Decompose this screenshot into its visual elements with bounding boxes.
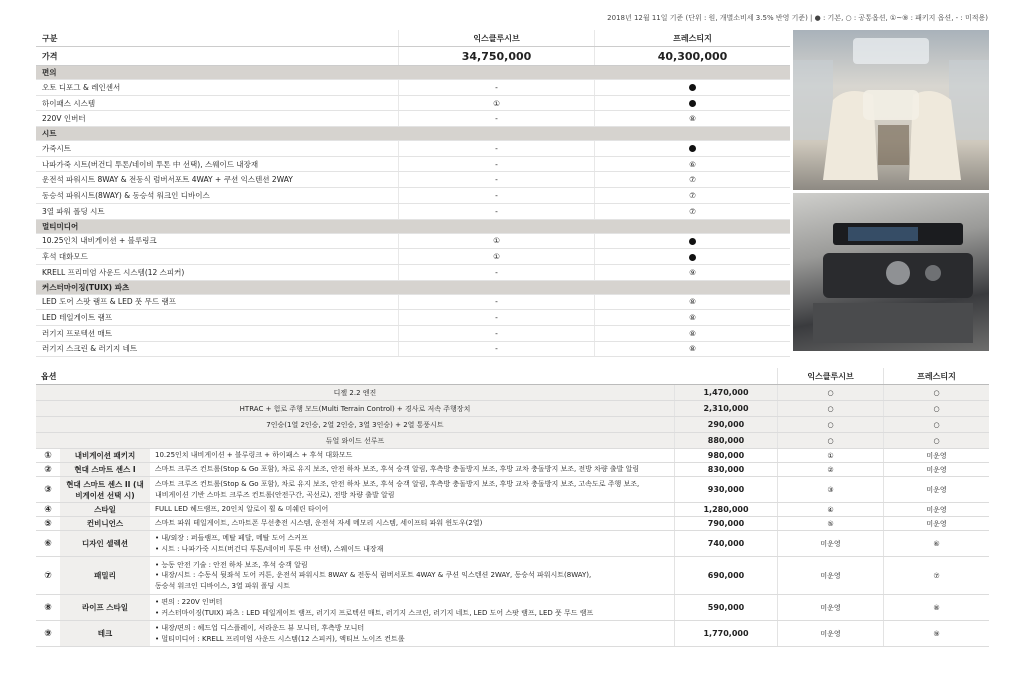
feature-prestige-value: ⑦ [595,172,791,188]
package-price: 790,000 [675,517,778,531]
feature-row [36,156,790,172]
feature-prestige-value [595,95,791,111]
feature-exclusive-value: - [399,325,595,341]
price-label: 가격 [36,47,399,66]
general-option-name: 디젤 2.2 엔진 [36,385,675,401]
package-description-line: • 내/외장 : 퍼들램프, 메탈 페달, 메탈 도어 스커프 [155,534,308,542]
package-exclusive: 미운영 [778,557,884,595]
feature-row [36,80,790,96]
category-row [36,66,790,80]
package-number: ⑤ [36,517,60,531]
feature-name: 동승석 파워시트(8WAY) & 동승석 워크인 디바이스 [36,188,399,204]
package-row [36,517,989,531]
feature-prestige-value: ⑦ [595,188,791,204]
feature-prestige-value: ⑦ [595,203,791,219]
interior-seats-photo [793,30,989,190]
feature-row [36,310,790,326]
package-name: 테크 [60,621,150,647]
options-trim-prestige: 프레스티지 [884,368,990,385]
package-name: 스타일 [60,503,150,517]
price-exclusive: 34,750,000 [399,47,595,66]
package-description-line: • 내장/편의 : 헤드업 디스플레이, 서라운드 뷰 모니터, 후측방 모니터 [155,624,365,632]
package-prestige: ⑧ [884,595,990,621]
category-label: 편의 [36,66,790,80]
package-exclusive: ⑤ [778,517,884,531]
feature-name: LED 테일게이트 램프 [36,310,399,326]
package-exclusive: 미운영 [778,621,884,647]
general-option-row [36,401,989,417]
package-prestige: 미운영 [884,463,990,477]
package-name: 현대 스마트 센스 I [60,463,150,477]
general-option-price: 1,470,000 [675,385,778,401]
package-description-line: • 능동 안전 기술 : 안전 하차 보조, 후석 승객 알림 [155,560,308,569]
feature-name: 러기지 스크린 & 러기지 네트 [36,341,399,357]
options-header-price [675,368,778,385]
general-option-exclusive: ○ [778,385,884,401]
package-number: ① [36,449,60,463]
package-description-line: 스마트 크루즈 컨트롤(Stop & Go 포함), 차로 유지 보조, 안전 하차 보조, 후석 승객 알림, 후측방 충돌방지 보조, 후방 교차 충돌방지 보조, 고속도로 주행 보조, [155,480,640,488]
feature-exclusive-value: ① [399,233,595,249]
package-description [150,463,675,477]
feature-exclusive-value: - [399,111,595,127]
package-description [150,557,675,595]
standard-dot-icon [689,238,696,245]
feature-name: 10.25인치 내비게이션 + 블루링크 [36,233,399,249]
package-price: 980,000 [675,449,778,463]
feature-row [36,141,790,157]
feature-prestige-value: ⑧ [595,341,791,357]
package-description-line: • 멀티미디어 : KRELL 프리미엄 사운드 시스템(12 스피커), 액티브 노이즈 컨트롤 [155,634,405,643]
standard-dot-icon [689,84,696,91]
package-description-line: 스마트 크루즈 컨트롤(Stop & Go 포함), 차로 유지 보조, 안전 하차 보조, 후석 승객 알림, 후측방 충돌방지 보조, 후방 교차 충돌방지 보조, 전방 차량 출발 알림 [155,465,640,474]
general-option-prestige: ○ [884,433,990,449]
package-prestige: 미운영 [884,503,990,517]
package-description-line: 내비게이션 기반 스마트 크루즈 컨트롤(안전구간, 곡선로), 전방 차량 출발 알림 [155,490,395,499]
package-name: 패밀리 [60,557,150,595]
package-prestige: ⑦ [884,557,990,595]
feature-exclusive-value: - [399,264,595,280]
package-row [36,621,989,647]
package-row [36,557,989,595]
feature-prestige-value: ⑧ [595,111,791,127]
options-table [36,368,989,647]
package-description [150,621,675,647]
general-option-row [36,417,989,433]
category-label: 시트 [36,127,790,141]
package-description-line: • 커스터마이징(TUIX) 파츠 : LED 테일게이트 램프, 러기지 프로텍션 매트, 러기지 스크린, 러기지 네트, LED 도어 스팟 램프, LED 풋 무드 램프 [155,608,594,617]
feature-exclusive-value: - [399,156,595,172]
feature-prestige-value: ⑨ [595,264,791,280]
general-option-row [36,385,989,401]
feature-row [36,172,790,188]
package-name: 내비게이션 패키지 [60,449,150,463]
feature-row [36,264,790,280]
options-header-label: 옵션 [36,368,675,385]
package-number: ⑦ [36,557,60,595]
standard-dot-icon [689,100,696,107]
general-option-price: 880,000 [675,433,778,449]
general-option-prestige: ○ [884,417,990,433]
package-description [150,477,675,503]
feature-exclusive-value: - [399,341,595,357]
package-row [36,531,989,557]
general-option-row [36,433,989,449]
general-option-price: 290,000 [675,417,778,433]
seats-illustration [793,30,989,190]
package-exclusive: ② [778,463,884,477]
package-number: ② [36,463,60,477]
feature-exclusive-value: - [399,80,595,96]
price-note: 2018년 12월 11일 기준 (단위 : 원, 개별소비세 3.5% 반영 기준) | ● : 기본, ○ : 공통옵션, ①~⑨ : 패키지 옵션, - : 미적용) [607,14,988,22]
category-row [36,219,790,233]
feature-name: 220V 인버터 [36,111,399,127]
category-row [36,127,790,141]
header-label: 구분 [36,30,399,47]
feature-row [36,203,790,219]
feature-exclusive-value: - [399,203,595,219]
package-row [36,463,989,477]
feature-name: 후석 대화모드 [36,249,399,265]
general-option-name: 듀얼 와이드 선루프 [36,433,675,449]
feature-row [36,233,790,249]
package-price: 1,770,000 [675,621,778,647]
package-price: 1,280,000 [675,503,778,517]
feature-row [36,294,790,310]
package-prestige: ⑥ [884,531,990,557]
feature-row [36,188,790,204]
feature-exclusive-value: ① [399,95,595,111]
feature-prestige-value: ⑥ [595,156,791,172]
package-row [36,595,989,621]
feature-prestige-value: ⑧ [595,310,791,326]
trim-spec-table [36,30,790,357]
package-price: 690,000 [675,557,778,595]
package-prestige: ⑨ [884,621,990,647]
feature-name: 오토 디포그 & 레인센서 [36,80,399,96]
package-number: ⑥ [36,531,60,557]
general-option-exclusive: ○ [778,417,884,433]
price-prestige: 40,300,000 [595,47,791,66]
package-exclusive: ③ [778,477,884,503]
package-number: ⑨ [36,621,60,647]
package-price: 590,000 [675,595,778,621]
feature-name: KRELL 프리미엄 사운드 시스템(12 스피커) [36,264,399,280]
general-option-name: 7인승(1열 2인승, 2열 2인승, 3열 3인승) + 2열 통풍시트 [36,417,675,433]
feature-row [36,325,790,341]
feature-row [36,249,790,265]
standard-dot-icon [689,145,696,152]
package-row [36,503,989,517]
package-price: 740,000 [675,531,778,557]
package-prestige: 미운영 [884,449,990,463]
package-row [36,477,989,503]
package-description-line: FULL LED 헤드램프, 20인치 알로이 휠 & 미쉐린 타이어 [155,505,329,514]
package-name: 컨비니언스 [60,517,150,531]
general-option-name: HTRAC + 험로 주행 모드(Multi Terrain Control) + 경사로 저속 주행장치 [36,401,675,417]
package-description [150,449,675,463]
trim-name-exclusive: 익스클루시브 [399,30,595,47]
package-description-line: • 시트 : 나파가죽 시트(버건디 투톤/네이비 투톤 中 선택), 스웨이드 내장재 [155,544,384,553]
console-illustration [793,193,989,351]
category-label: 커스터마이징(TUIX) 파츠 [36,280,790,294]
general-option-exclusive: ○ [778,401,884,417]
package-description-line: 스마트 파워 테일게이트, 스마트폰 무선충전 시스템, 운전석 자세 메모리 시스템, 세이프티 파워 윈도우(2열) [155,519,483,528]
feature-prestige-value: ⑧ [595,294,791,310]
feature-name: LED 도어 스팟 램프 & LED 풋 무드 램프 [36,294,399,310]
feature-name: 3열 파워 폴딩 시트 [36,203,399,219]
package-description [150,517,675,531]
feature-exclusive-value: - [399,188,595,204]
feature-exclusive-value: ① [399,249,595,265]
package-exclusive: 미운영 [778,531,884,557]
package-description-line: 10.25인치 내비게이션 + 블루링크 + 하이패스 + 후석 대화모드 [155,451,353,460]
package-description-line: • 내장/시트 : 수동식 뒷좌석 도어 커튼, 운전석 파워시트 8WAY & 전동식 럼버서포트 4WAY & 쿠션 익스텐션 2WAY, 동승석 파워시트(8WAY), [155,571,592,580]
general-option-prestige: ○ [884,385,990,401]
trim-name-prestige: 프레스티지 [595,30,791,47]
package-exclusive: ④ [778,503,884,517]
package-exclusive: ① [778,449,884,463]
general-option-exclusive: ○ [778,433,884,449]
feature-exclusive-value: - [399,310,595,326]
package-name: 라이프 스타일 [60,595,150,621]
feature-name: 나파가죽 시트(버건디 투톤/네이비 투톤 中 선택), 스웨이드 내장재 [36,156,399,172]
general-option-prestige: ○ [884,401,990,417]
package-number: ④ [36,503,60,517]
package-price: 830,000 [675,463,778,477]
feature-row [36,111,790,127]
package-name: 디자인 셀렉션 [60,531,150,557]
feature-exclusive-value: - [399,141,595,157]
feature-exclusive-value: - [399,172,595,188]
package-number: ③ [36,477,60,503]
feature-name: 가죽시트 [36,141,399,157]
package-prestige: 미운영 [884,477,990,503]
package-row [36,449,989,463]
trim-price-row [36,47,790,66]
category-label: 멀티미디어 [36,219,790,233]
package-price: 930,000 [675,477,778,503]
package-name: 현대 스마트 센스 II (내비게이션 선택 시) [60,477,150,503]
package-description [150,503,675,517]
category-row [36,280,790,294]
standard-dot-icon [689,254,696,261]
feature-prestige-value [595,141,791,157]
feature-name: 운전석 파워시트 8WAY & 전동식 럼버서포트 4WAY + 쿠션 익스텐션 2WAY [36,172,399,188]
feature-prestige-value: ⑧ [595,325,791,341]
feature-row [36,341,790,357]
feature-prestige-value [595,80,791,96]
options-trim-exclusive: 익스클루시브 [778,368,884,385]
options-header-row [36,368,989,385]
general-option-price: 2,310,000 [675,401,778,417]
interior-console-photo [793,193,989,351]
package-description-line: • 편의 : 220V 인버터 [155,598,223,606]
package-description [150,595,675,621]
feature-prestige-value [595,233,791,249]
feature-name: 러기지 프로텍션 매트 [36,325,399,341]
trim-header-row [36,30,790,47]
feature-exclusive-value: - [399,294,595,310]
package-description [150,531,675,557]
package-exclusive: 미운영 [778,595,884,621]
package-description-line: 동승석 워크인 디바이스, 3열 파워 폴딩 시트 [155,581,290,590]
feature-name: 하이패스 시스템 [36,95,399,111]
package-prestige: 미운영 [884,517,990,531]
feature-row [36,95,790,111]
feature-prestige-value [595,249,791,265]
package-number: ⑧ [36,595,60,621]
